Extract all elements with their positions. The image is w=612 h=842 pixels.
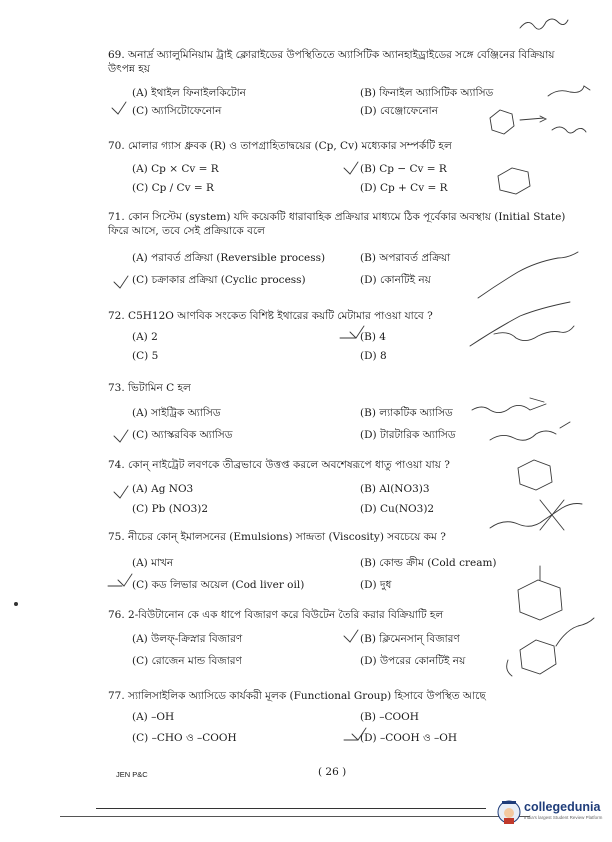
question-number: 70. [108, 140, 125, 152]
scribble-oh [507, 660, 512, 676]
option-77-d: (D) –COOH ও –OH [360, 732, 458, 744]
scribble-ch3co2o [548, 86, 590, 96]
scribble-cross [540, 500, 564, 530]
scribble-top-right [520, 19, 568, 29]
scribble-nitrate-2 [490, 422, 570, 440]
question-number: 74. [108, 459, 125, 471]
option-76-d: (D) উপরের কোনটিই নয় [360, 655, 466, 667]
question-stem: কোন সিস্টেম (system) যদি কয়েকটি ধারাবাহিক প্রক্রিয়ার মাধ্যমে ঠিক পূর্বেকার অবস্থায় (Initial State) ফিরে আসে, তবে সেই প্রক্রিয়াকে বলে [108, 211, 566, 237]
option-70-b: (B) Cp − Cv = R [360, 163, 447, 175]
arrow-sketch-1 [520, 116, 546, 122]
option-72-c: (C) 5 [132, 350, 159, 362]
paper-code: JEN P&C [116, 770, 148, 779]
option-75-b: (B) কোল্ড ক্রীম (Cold cream) [360, 557, 497, 569]
option-73-b: (B) ল্যাকটিক অ্যাসিড [360, 407, 453, 419]
question-stem: অনার্দ্র অ্যালুমিনিয়াম ট্রাই ক্লোরাইডের উপস্থিতিতে অ্যাসিটিক অ্যানহাইড্রাইডের সঙ্গে বেঞ্জিনের বিক্রিয়ায় উৎপন্ন হয় [108, 49, 555, 75]
margin-dot [14, 602, 18, 606]
option-76-a: (A) উলফ্-ক্রিস্নার বিজারণ [132, 633, 243, 645]
option-74-c: (C) Pb (NO3)2 [132, 503, 209, 515]
option-74-a: (A) Ag NO3 [132, 483, 194, 495]
page-number: ( 26 ) [318, 766, 347, 778]
option-74-b: (B) Al(NO3)3 [360, 483, 430, 495]
option-76-b: (B) ক্লিমেনসান্ বিজারণ [360, 633, 460, 645]
question-number: 72. [108, 310, 125, 322]
option-77-a: (A) –OH [132, 711, 175, 723]
option-73-a: (A) সাইট্রিক অ্যাসিড [132, 407, 221, 419]
option-69-b: (B) ফিনাইল অ্যাসিটিক অ্যাসিড [360, 87, 494, 99]
option-75-c: (C) কড লিভার অয়েল (Cod liver oil) [132, 579, 305, 591]
option-74-d: (D) Cu(NO3)2 [360, 503, 435, 515]
question-stem: কোন্ নাইট্রেট লবণকে তীব্রভাবে উত্তপ্ত করলে অবশেষরূপে ধাতু পাওয়া যায় ? [128, 459, 450, 471]
scribble-cooh-2 [556, 618, 594, 646]
question-stem: ভিটামিন C হল [128, 382, 191, 394]
question-number: 77. [108, 690, 125, 702]
scribble-nitrate-1 [472, 398, 546, 413]
option-76-c: (C) রোজেন মান্ড বিজারণ [132, 655, 242, 667]
question-number: 75. [108, 531, 125, 543]
tick-76-b [344, 630, 358, 642]
question-stem: 2-বিউটানোন কে এক ধাপে বিজারণ করে বিউটেন তৈরি করার বিক্রিয়াটি হল [128, 609, 444, 621]
option-69-c: (C) অ্যাসিটোফেনোন [132, 105, 222, 117]
question-75 [108, 530, 578, 544]
option-70-c: (C) Cp / Cv = R [132, 182, 214, 194]
scribble-chain-1 [478, 252, 578, 298]
logo-tagline: India's largest Student Review Platform [524, 815, 603, 820]
question-77 [108, 689, 578, 703]
footer-divider [96, 808, 486, 809]
option-77-b: (B) –COOH [360, 711, 419, 723]
option-73-d: (D) টারটারিক অ্যাসিড [360, 429, 456, 441]
option-73-c: (C) অ্যাস্করবিক অ্যাসিড [132, 429, 233, 441]
tick-70-b [344, 162, 358, 174]
benzene-sketch-1 [490, 110, 514, 134]
option-75-a: (A) মাখন [132, 557, 174, 569]
tick-73-c [114, 430, 128, 442]
scribble-chain-3 [494, 326, 574, 341]
option-71-c: (C) চক্রাকার প্রক্রিয়া (Cyclic process) [132, 274, 306, 286]
logo-name: collegedunia [524, 800, 601, 814]
question-76 [108, 608, 578, 622]
question-number: 71. [108, 211, 125, 223]
question-number: 76. [108, 609, 125, 621]
option-71-b: (B) অপরাবর্ত প্রক্রিয়া [360, 252, 451, 264]
option-69-a: (A) ইথাইল ফিনাইলকিটোন [132, 87, 246, 99]
scribble-cooh-1 [490, 504, 582, 529]
tick-75-c [108, 574, 132, 586]
question-71 [108, 210, 578, 238]
question-stem: নীচের কোন্ ইমালসনের (Emulsions) সান্দ্রতা (Viscosity) সবচেয়ে কম ? [128, 531, 446, 543]
question-73 [108, 381, 578, 395]
question-stem: স্যালিসাইলিক অ্যাসিডে কার্যকরী মূলক (Functional Group) হিসাবে উপস্থিত আছে [128, 690, 486, 702]
option-70-a: (A) Cp × Cv = R [132, 163, 219, 175]
option-72-d: (D) 8 [360, 350, 387, 362]
option-72-a: (A) 2 [132, 331, 158, 343]
benzene-sketch-5 [520, 640, 556, 674]
tick-74-a [114, 486, 128, 498]
option-70-d: (D) Cp + Cv = R [360, 182, 448, 194]
question-74 [108, 458, 578, 472]
footer-divider-lower [60, 816, 530, 817]
question-number: 73. [108, 382, 125, 394]
tick-69-c [112, 102, 126, 114]
question-69 [108, 48, 578, 76]
scribble-alcl3 [552, 127, 586, 133]
option-71-a: (A) পরাবর্ত প্রক্রিয়া (Reversible process) [132, 252, 326, 264]
benzene-sketch-2 [498, 168, 530, 194]
option-69-d: (D) বেঞ্জোফেনোন [360, 105, 438, 117]
option-72-b: (B) 4 [360, 331, 386, 343]
question-number: 69. [108, 49, 125, 61]
question-stem: মোলার গ্যাস ধ্রুবক (R) ও তাপগ্রাহিতাদ্বয়ের (Cp, Cv) মধ্যেকার সম্পর্কটি হল [128, 140, 452, 152]
question-72 [108, 309, 578, 323]
option-71-d: (D) কোনটিই নয় [360, 274, 431, 286]
option-75-d: (D) দুধ [360, 579, 392, 591]
tick-71-c [114, 276, 128, 288]
question-70 [108, 139, 578, 153]
option-77-c: (C) –CHO ও –COOH [132, 732, 237, 744]
question-stem: C5H12O আণবিক সংকেত বিশিষ্ট ইথারের কয়টি মেটামার পাওয়া যাবে ? [128, 310, 433, 322]
